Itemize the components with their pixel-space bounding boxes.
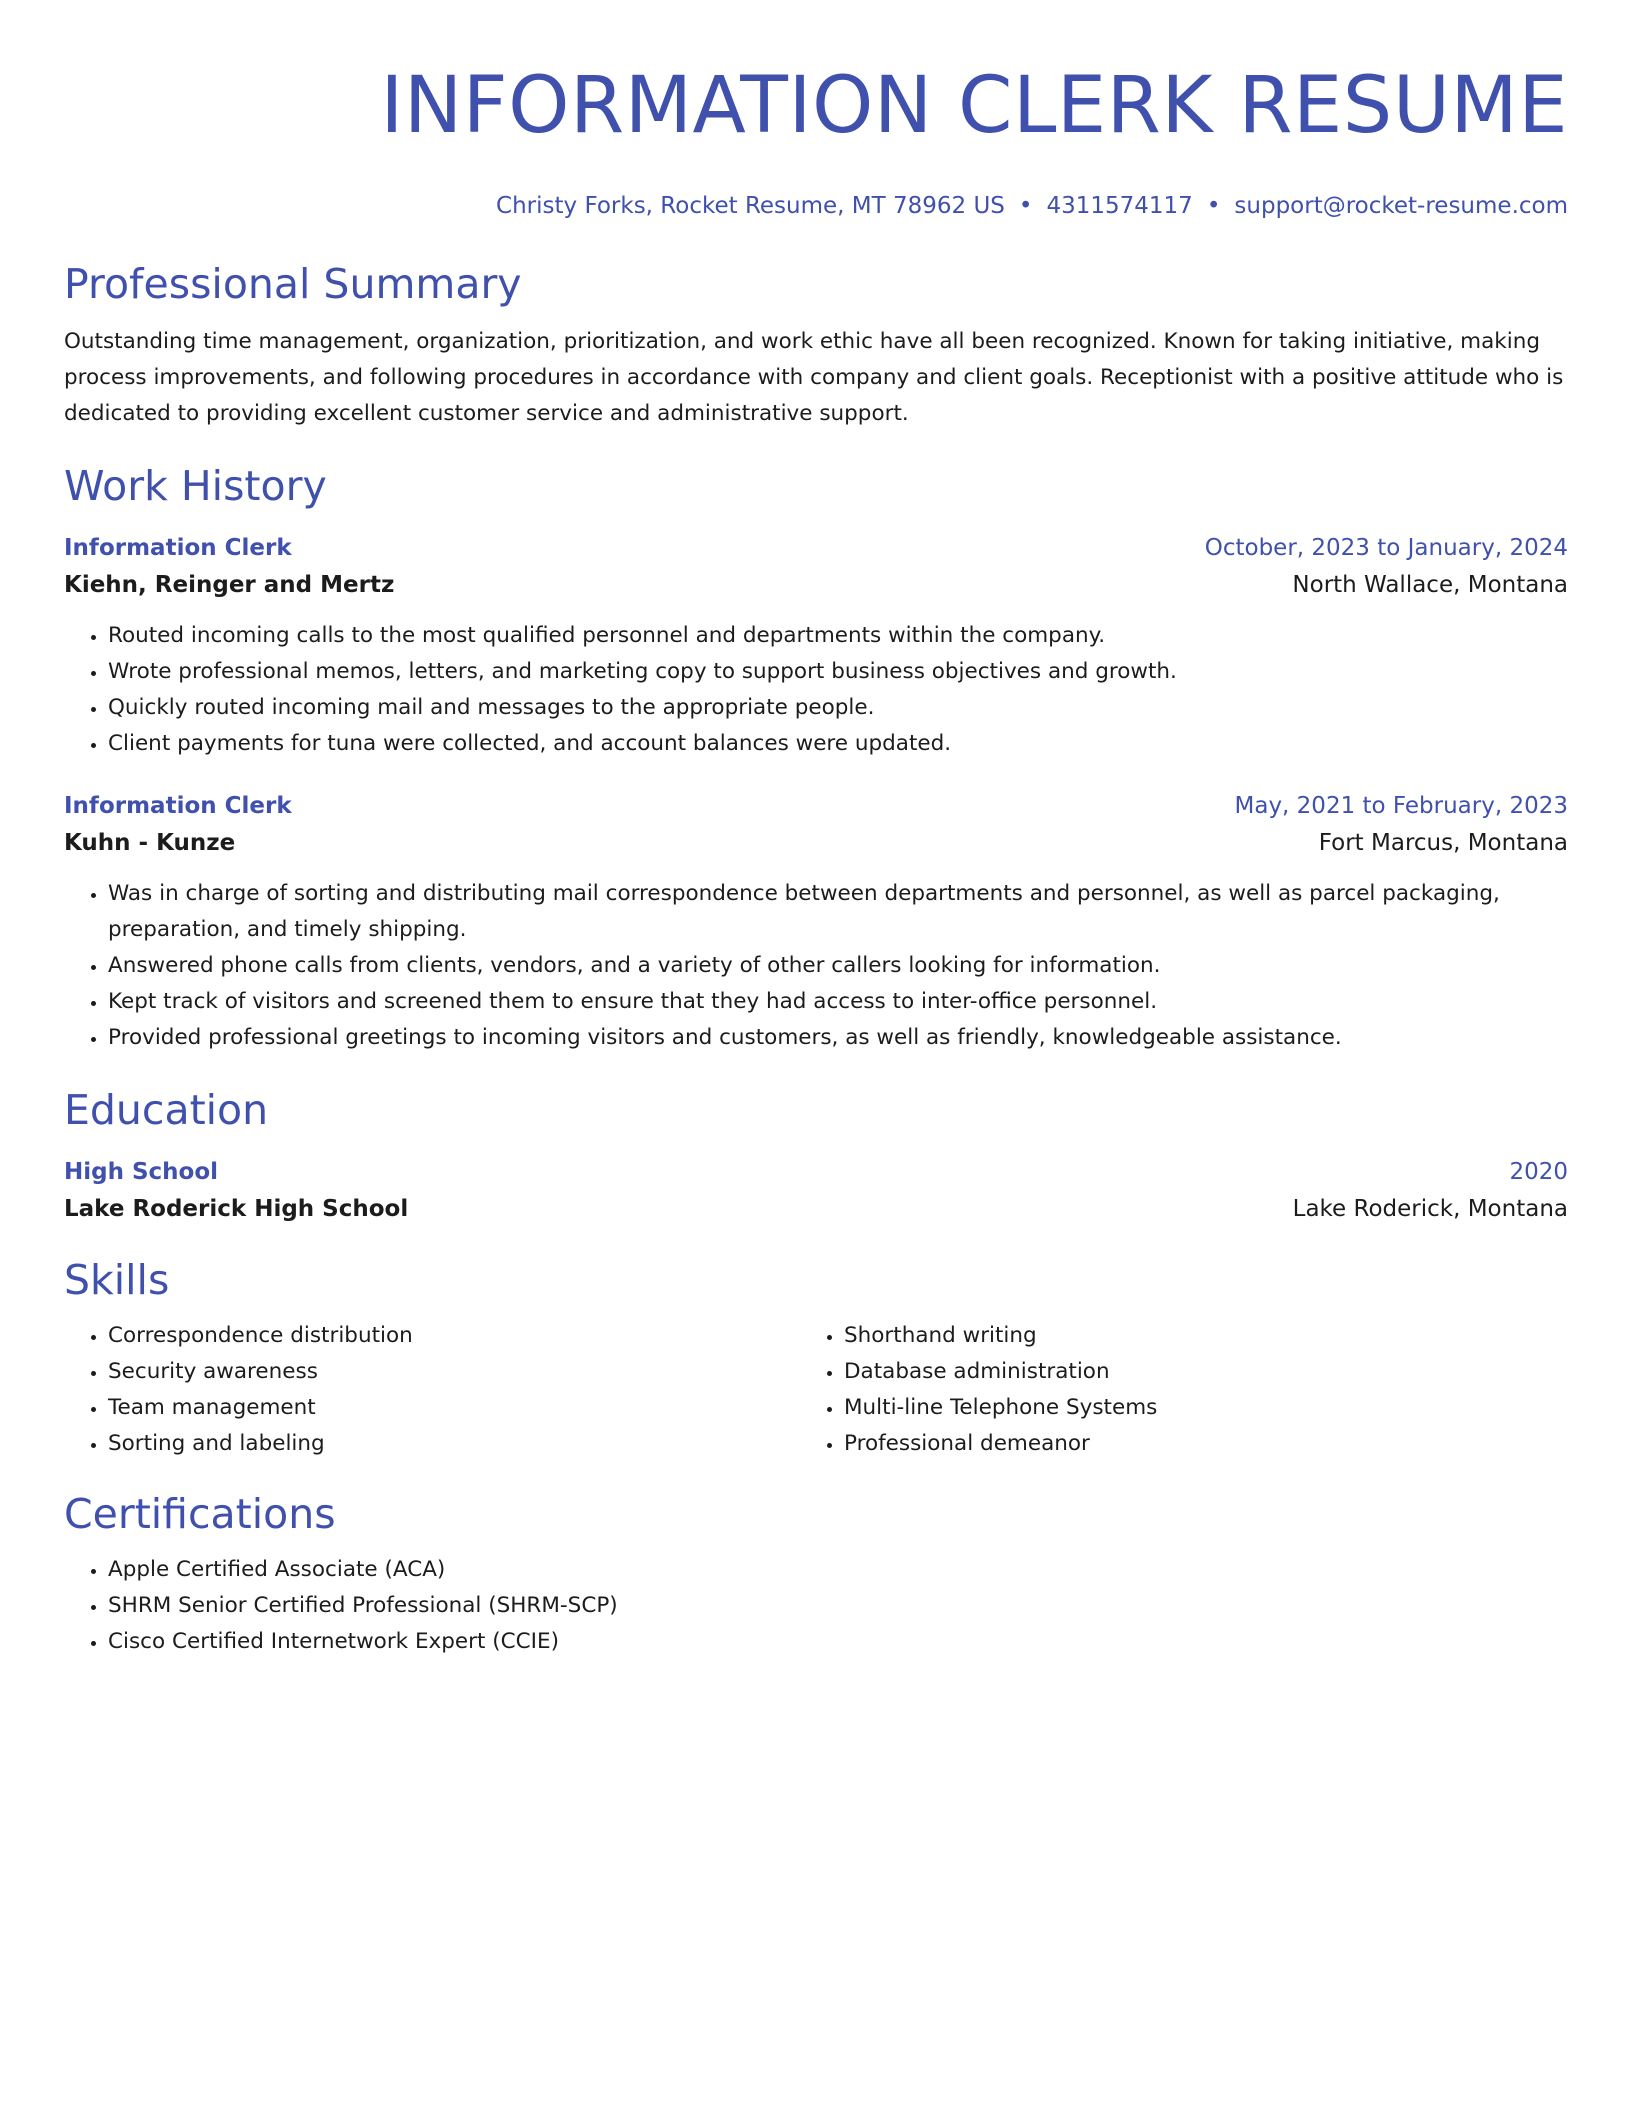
- certifications-heading: Certifications: [64, 1490, 336, 1538]
- job-location: Fort Marcus, Montana: [1318, 830, 1568, 856]
- contact-line: [64, 190, 1568, 222]
- contact-address: Christy Forks, Rocket Resume, MT 78962 US: [496, 193, 1005, 219]
- skill-item: • Team management: [108, 1390, 800, 1426]
- education-school: Lake Roderick High School: [64, 1196, 409, 1222]
- job-company-row: [64, 824, 1568, 862]
- education-location: Lake Roderick, Montana: [1292, 1196, 1568, 1222]
- job-entry: [64, 788, 1568, 1056]
- job-duty: • Quickly routed incoming mail and messages to the appropriate people.: [108, 690, 1568, 726]
- certification-item: • Apple Certified Associate (ACA): [108, 1552, 1568, 1588]
- resume-title: INFORMATION CLERK RESUME: [380, 61, 1568, 151]
- skills-list: [800, 1318, 1536, 1462]
- skill-item: • Security awareness: [108, 1354, 800, 1390]
- contact-phone: 4311574117: [1046, 193, 1193, 219]
- job-duty: • Was in charge of sorting and distributing mail correspondence between departments and personnel, as well as parcel packaging, preparation, and timely shipping.: [108, 876, 1568, 948]
- job-entry: [64, 530, 1568, 762]
- job-role: Information Clerk: [64, 793, 292, 819]
- job-dates: May, 2021 to February, 2023: [1234, 793, 1568, 819]
- skill-item: • Database administration: [844, 1354, 1536, 1390]
- job-company: Kiehn, Reinger and Mertz: [64, 572, 395, 598]
- work-history-heading: Work History: [64, 462, 327, 510]
- skills-grid: [64, 1318, 1568, 1462]
- skill-item: • Professional demeanor: [844, 1426, 1536, 1462]
- skill-item: • Correspondence distribution: [108, 1318, 800, 1354]
- skills-heading: Skills: [64, 1256, 170, 1304]
- summary-heading: Professional Summary: [64, 260, 522, 308]
- contact-separator: •: [1206, 193, 1221, 219]
- education-school-row: [64, 1190, 1568, 1228]
- contact-email: support@rocket-resume.com: [1234, 193, 1568, 219]
- job-duty: • Kept track of visitors and screened them to ensure that they had access to inter-office personnel.: [108, 984, 1568, 1020]
- education-header-row: [64, 1154, 1568, 1190]
- job-duty: • Answered phone calls from clients, vendors, and a variety of other callers looking for information.: [108, 948, 1568, 984]
- education-heading: Education: [64, 1086, 269, 1134]
- skills-column-right: [800, 1318, 1536, 1462]
- education-year: 2020: [1509, 1159, 1568, 1185]
- skill-item: • Multi-line Telephone Systems: [844, 1390, 1536, 1426]
- job-header-row: [64, 530, 1568, 566]
- summary-text: Outstanding time management, organization, prioritization, and work ethic have all been recognized. Known for taking initiative, making process improvements, and following procedures in accordance with company and client goals. Receptionist with a positive attitude who is dedicated to providing excellent customer service and administrative support.: [64, 329, 1564, 426]
- skills-column-left: [64, 1318, 800, 1462]
- job-header-row: [64, 788, 1568, 824]
- job-company: Kuhn - Kunze: [64, 830, 236, 856]
- job-location: North Wallace, Montana: [1292, 572, 1568, 598]
- job-duty: • Client payments for tuna were collected, and account balances were updated.: [108, 726, 1568, 762]
- job-duty: • Routed incoming calls to the most qualified personnel and departments within the company.: [108, 618, 1568, 654]
- certifications-list: [64, 1552, 1568, 1660]
- education-entry: [64, 1154, 1568, 1228]
- job-duty: • Wrote professional memos, letters, and marketing copy to support business objectives and growth.: [108, 654, 1568, 690]
- skill-item: • Shorthand writing: [844, 1318, 1536, 1354]
- skill-item: • Sorting and labeling: [108, 1426, 800, 1462]
- contact-separator: •: [1018, 193, 1033, 219]
- job-company-row: [64, 566, 1568, 604]
- job-duties-list: [64, 618, 1568, 762]
- job-role: Information Clerk: [64, 535, 292, 561]
- job-dates: October, 2023 to January, 2024: [1204, 535, 1568, 561]
- job-duties-list: [64, 876, 1568, 1056]
- certification-item: • Cisco Certified Internetwork Expert (CCIE): [108, 1624, 1568, 1660]
- education-degree: High School: [64, 1159, 219, 1185]
- skills-list: [64, 1318, 800, 1462]
- certification-item: • SHRM Senior Certified Professional (SHRM-SCP): [108, 1588, 1568, 1624]
- job-duty: • Provided professional greetings to incoming visitors and customers, as well as friendly, knowledgeable assistance.: [108, 1020, 1568, 1056]
